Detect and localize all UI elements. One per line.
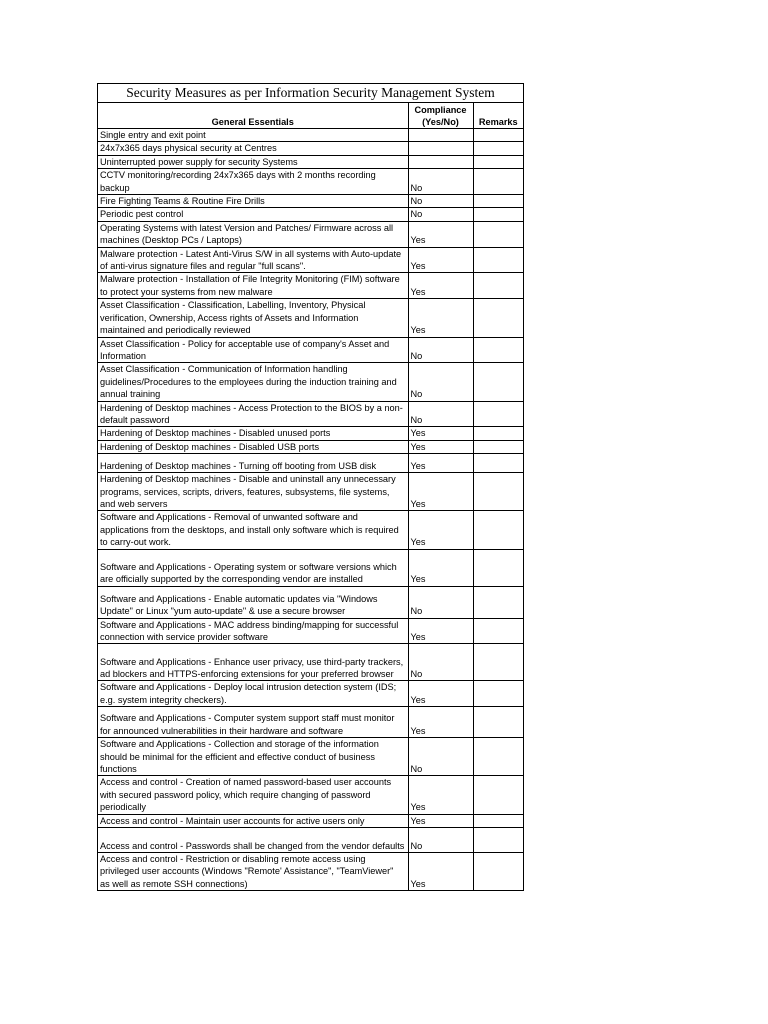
row-requirement: CCTV monitoring/recording 24x7x365 days with 2 months recording backup xyxy=(98,169,408,195)
row-requirement: Operating Systems with latest Version and Patches/ Firmware across all machines (Desktop PCs / Laptops) xyxy=(98,221,408,247)
table-row xyxy=(98,707,523,738)
row-requirement: 24x7x365 days physical security at Centres xyxy=(98,142,408,155)
row-compliance: Yes xyxy=(408,776,473,814)
table-row xyxy=(98,208,523,221)
row-remarks xyxy=(473,337,523,363)
row-requirement: Software and Applications - Enhance user privacy, use third-party trackers, ad blockers and HTTPS-enforcing extensions for your preferred browser xyxy=(98,644,408,681)
row-requirement: Periodic pest control xyxy=(98,208,408,221)
row-remarks xyxy=(473,155,523,168)
table-row xyxy=(98,273,523,299)
row-requirement: Software and Applications - Removal of unwanted software and applications from the desktops, and install only software which is required to carry-out work. xyxy=(98,511,408,549)
row-remarks xyxy=(473,195,523,208)
table-row xyxy=(98,473,523,511)
row-requirement: Hardening of Desktop machines - Turning off booting from USB disk xyxy=(98,454,408,473)
table-row xyxy=(98,828,523,853)
row-requirement: Single entry and exit point xyxy=(98,129,408,142)
row-compliance: Yes xyxy=(408,454,473,473)
row-requirement: Hardening of Desktop machines - Disabled USB ports xyxy=(98,440,408,453)
row-requirement: Asset Classification - Communication of Information handling guidelines/Procedures to the employees during the induction training and annual training xyxy=(98,363,408,401)
row-compliance: No xyxy=(408,828,473,853)
row-requirement: Access and control - Restriction or disabling remote access using privileged user accounts (Windows "Remote' Assistance", "TeamViewer" as well as remote SSH connections) xyxy=(98,853,408,891)
table-row xyxy=(98,247,523,273)
table-row xyxy=(98,618,523,644)
row-compliance: Yes xyxy=(408,273,473,299)
row-requirement: Software and Applications - Enable automatic updates via "Windows Update" or Linux "yum auto-update" & use a secure browser xyxy=(98,586,408,618)
row-compliance: Yes xyxy=(408,707,473,738)
table-row xyxy=(98,155,523,168)
row-remarks xyxy=(473,814,523,827)
row-requirement: Software and Applications - Operating system or software versions which are officially supported by the corresponding vendor are installed xyxy=(98,549,408,586)
table-row xyxy=(98,427,523,440)
row-remarks xyxy=(473,586,523,618)
row-compliance: Yes xyxy=(408,853,473,891)
row-requirement: Malware protection - Installation of File Integrity Monitoring (FIM) software to protect your systems from new malware xyxy=(98,273,408,299)
checklist-sheet xyxy=(97,83,524,891)
table-row xyxy=(98,401,523,427)
row-remarks xyxy=(473,549,523,586)
checklist-table xyxy=(98,103,523,890)
row-requirement: Access and control - Creation of named password-based user accounts with secured password policy, which require changing of password periodically xyxy=(98,776,408,814)
table-row xyxy=(98,195,523,208)
row-remarks xyxy=(473,221,523,247)
table-row xyxy=(98,129,523,142)
row-compliance: No xyxy=(408,644,473,681)
row-remarks xyxy=(473,299,523,337)
row-compliance: Yes xyxy=(408,299,473,337)
header-row xyxy=(98,103,523,129)
row-compliance: Yes xyxy=(408,618,473,644)
table-row xyxy=(98,549,523,586)
row-remarks xyxy=(473,738,523,776)
sheet-title: Security Measures as per Information Security Management System xyxy=(98,84,523,103)
row-compliance xyxy=(408,155,473,168)
table-row xyxy=(98,299,523,337)
row-remarks xyxy=(473,828,523,853)
row-requirement: Malware protection - Latest Anti-Virus S/W in all systems with Auto-update of anti-virus signature files and regular "full scans". xyxy=(98,247,408,273)
table-row xyxy=(98,814,523,827)
table-row xyxy=(98,853,523,891)
row-requirement: Software and Applications - Collection and storage of the information should be minimal for the efficient and effective conduct of business functions xyxy=(98,738,408,776)
row-remarks xyxy=(473,401,523,427)
row-remarks xyxy=(473,618,523,644)
table-row xyxy=(98,440,523,453)
row-requirement: Fire Fighting Teams & Routine Fire Drills xyxy=(98,195,408,208)
table-row xyxy=(98,337,523,363)
row-compliance xyxy=(408,142,473,155)
row-remarks xyxy=(473,440,523,453)
row-requirement: Hardening of Desktop machines - Disabled unused ports xyxy=(98,427,408,440)
row-requirement: Hardening of Desktop machines - Disable and uninstall any unnecessary programs, services, scripts, drivers, features, subsystems, file systems, and web servers xyxy=(98,473,408,511)
row-requirement: Asset Classification - Policy for acceptable use of company's Asset and Information xyxy=(98,337,408,363)
row-remarks xyxy=(473,363,523,401)
row-remarks xyxy=(473,644,523,681)
row-requirement: Software and Applications - Deploy local intrusion detection system (IDS; e.g. system integrity checkers). xyxy=(98,681,408,707)
row-remarks xyxy=(473,208,523,221)
row-remarks xyxy=(473,142,523,155)
table-row xyxy=(98,586,523,618)
row-compliance: No xyxy=(408,363,473,401)
row-compliance: Yes xyxy=(408,511,473,549)
row-requirement: Access and control - Maintain user accounts for active users only xyxy=(98,814,408,827)
table-row xyxy=(98,511,523,549)
table-row xyxy=(98,681,523,707)
row-compliance: Yes xyxy=(408,427,473,440)
table-row xyxy=(98,169,523,195)
row-requirement: Access and control - Passwords shall be changed from the vendor defaults xyxy=(98,828,408,853)
row-remarks xyxy=(473,853,523,891)
row-remarks xyxy=(473,454,523,473)
row-compliance: No xyxy=(408,169,473,195)
row-requirement: Software and Applications - MAC address binding/mapping for successful connection with service provider software xyxy=(98,618,408,644)
row-remarks xyxy=(473,511,523,549)
row-compliance: Yes xyxy=(408,681,473,707)
row-compliance: No xyxy=(408,401,473,427)
header-remarks: Remarks xyxy=(473,103,523,129)
row-compliance: Yes xyxy=(408,247,473,273)
table-row xyxy=(98,221,523,247)
header-compliance: Compliance (Yes/No) xyxy=(408,103,473,129)
row-remarks xyxy=(473,273,523,299)
row-compliance: No xyxy=(408,738,473,776)
row-remarks xyxy=(473,776,523,814)
table-row xyxy=(98,738,523,776)
row-compliance: No xyxy=(408,208,473,221)
row-requirement: Uninterrupted power supply for security Systems xyxy=(98,155,408,168)
header-general-essentials: General Essentials xyxy=(98,103,408,129)
row-compliance: Yes xyxy=(408,549,473,586)
row-compliance: No xyxy=(408,586,473,618)
row-requirement: Hardening of Desktop machines - Access Protection to the BIOS by a non-default password xyxy=(98,401,408,427)
table-row xyxy=(98,363,523,401)
table-row xyxy=(98,454,523,473)
row-remarks xyxy=(473,707,523,738)
row-remarks xyxy=(473,169,523,195)
row-compliance: Yes xyxy=(408,221,473,247)
row-compliance xyxy=(408,129,473,142)
row-remarks xyxy=(473,129,523,142)
row-requirement: Asset Classification - Classification, Labelling, Inventory, Physical verification, Ownership, Access rights of Assets and Information maintained and periodically reviewed xyxy=(98,299,408,337)
row-remarks xyxy=(473,473,523,511)
row-requirement: Software and Applications - Computer system support staff must monitor for announced vulnerabilities in their hardware and software xyxy=(98,707,408,738)
row-compliance: Yes xyxy=(408,440,473,453)
row-compliance: Yes xyxy=(408,473,473,511)
row-compliance: No xyxy=(408,337,473,363)
table-row xyxy=(98,644,523,681)
row-compliance: No xyxy=(408,195,473,208)
row-remarks xyxy=(473,427,523,440)
table-row xyxy=(98,142,523,155)
row-remarks xyxy=(473,247,523,273)
row-remarks xyxy=(473,681,523,707)
row-compliance: Yes xyxy=(408,814,473,827)
table-row xyxy=(98,776,523,814)
